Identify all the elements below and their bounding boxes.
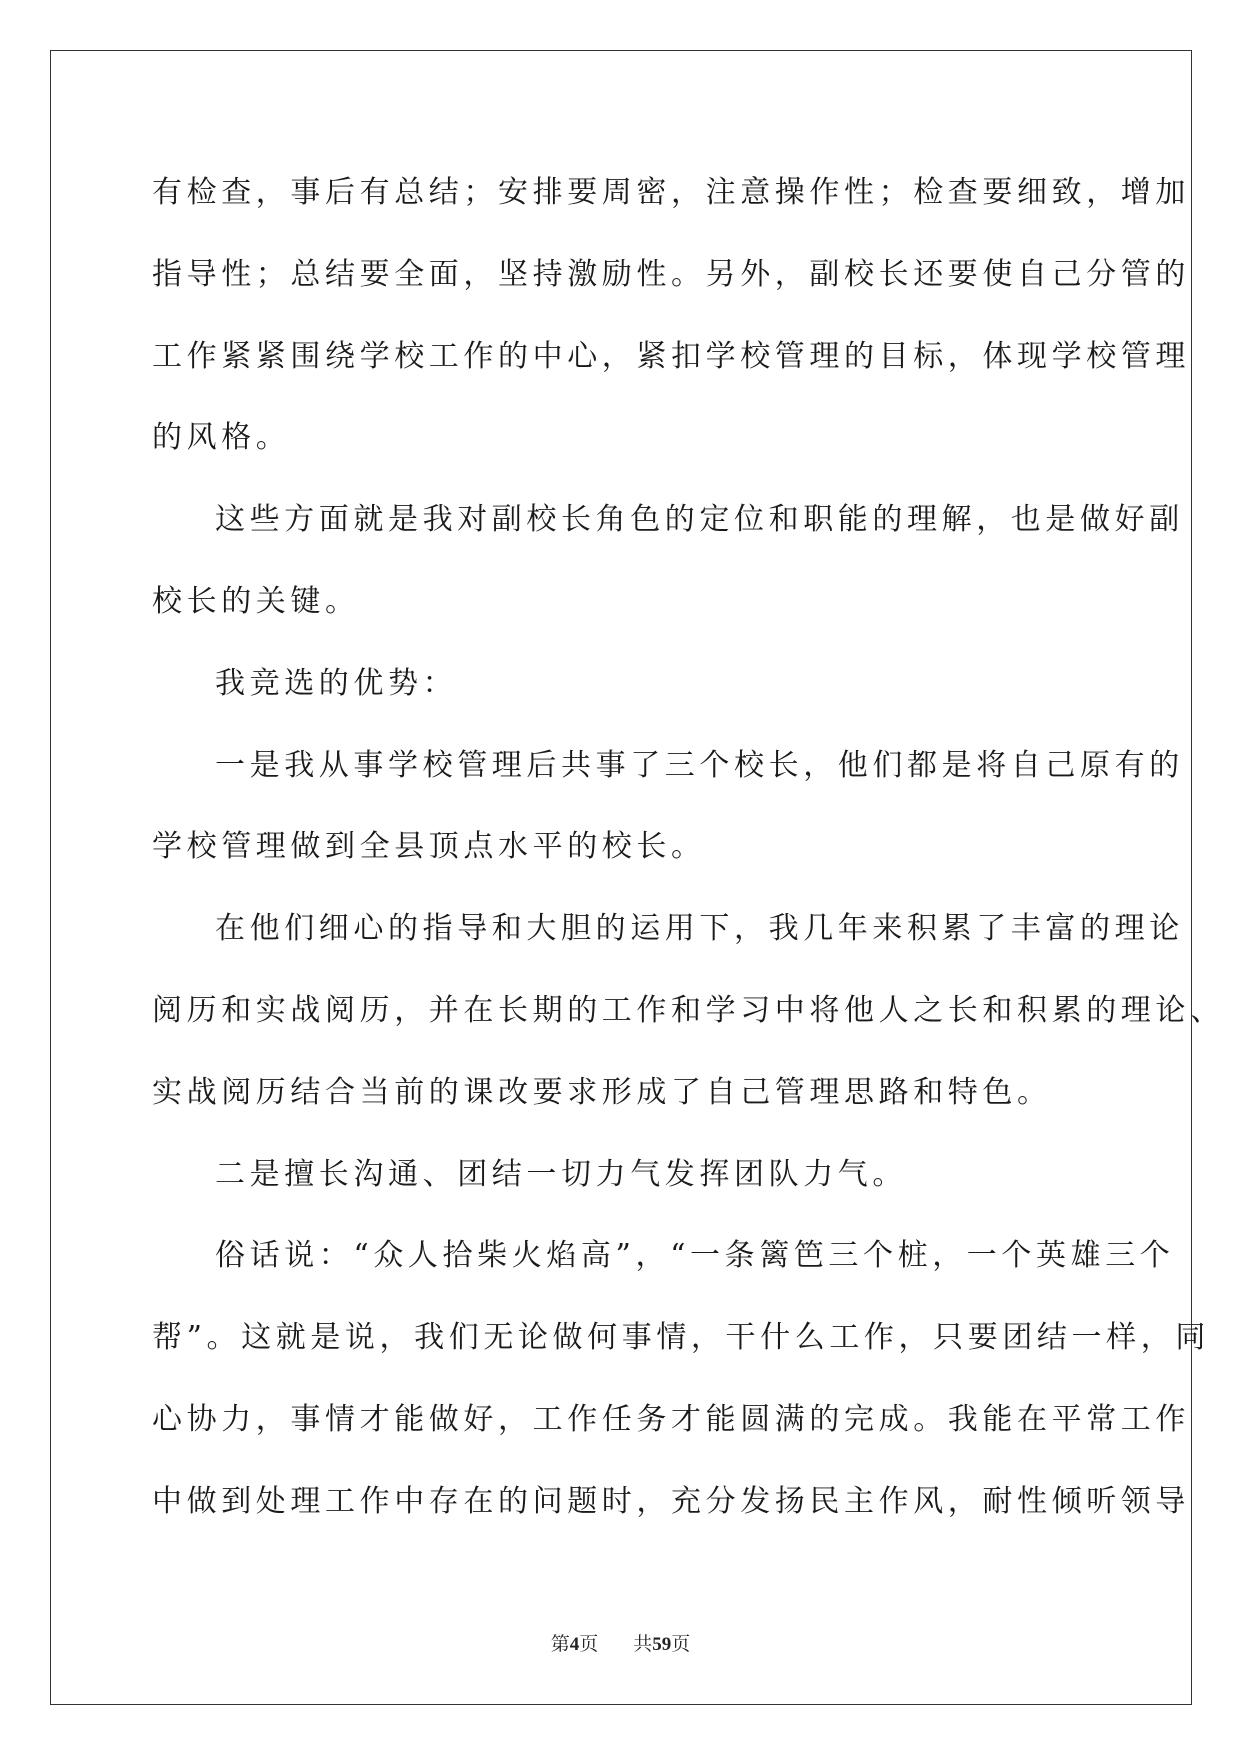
text-line: 俗话说：“众人拾柴火焰高”，“一条篱笆三个桩，一个英雄三个 — [215, 1238, 1175, 1274]
text-line: 在他们细心的指导和大胆的运用下，我几年来积累了丰富的理论 — [215, 911, 1184, 947]
page-suffix: 页 — [579, 1634, 599, 1655]
text-line: 阅历和实战阅历，并在长期的工作和学习中将他人之长和积累的理论、 — [152, 992, 1225, 1028]
text-line: 帮”。这就是说，我们无论做何事情，干什么工作，只要团结一样，同 — [152, 1320, 1210, 1356]
total-suffix: 页 — [671, 1634, 691, 1655]
text-line: 工作紧紧围绕学校工作的中心，紧扣学校管理的目标，体现学校管理 — [152, 338, 1190, 374]
total-prefix: 共 — [633, 1634, 653, 1655]
text-line: 实战阅历结合当前的课改要求形成了自己管理思路和特色。 — [152, 1074, 1052, 1110]
text-line: 有检查，事后有总结；安排要周密，注意操作性；检查要细致，增加 — [152, 175, 1190, 210]
text-line: 中做到处理工作中存在的问题时，充分发扬民主作风，耐性倾听领导 — [152, 1483, 1190, 1519]
text-line: 我竞选的优势： — [215, 665, 458, 701]
total-pages: 59 — [652, 1634, 672, 1655]
page-prefix: 第 — [550, 1634, 570, 1655]
text-line: 一是我从事学校管理后共事了三个校长，他们都是将自己原有的 — [215, 747, 1184, 783]
page-number: 4 — [569, 1634, 580, 1655]
text-line: 的风格。 — [152, 420, 291, 456]
text-line: 心协力，事情才能做好，工作任务才能圆满的完成。我能在平常工作 — [152, 1401, 1190, 1437]
text-line: 指导性；总结要全面，坚持激励性。另外，副校长还要使自己分管的 — [152, 256, 1190, 292]
text-line: 这些方面就是我对副校长角色的定位和职能的理解，也是做好副 — [215, 502, 1184, 538]
page-footer — [0, 1629, 1241, 1656]
text-line: 学校管理做到全县顶点水平的校长。 — [152, 829, 706, 865]
text-line: 二是擅长沟通、团结一切力气发挥团队力气。 — [215, 1156, 907, 1192]
text-line: 校长的关键。 — [152, 583, 360, 619]
document-body — [152, 152, 1225, 1543]
